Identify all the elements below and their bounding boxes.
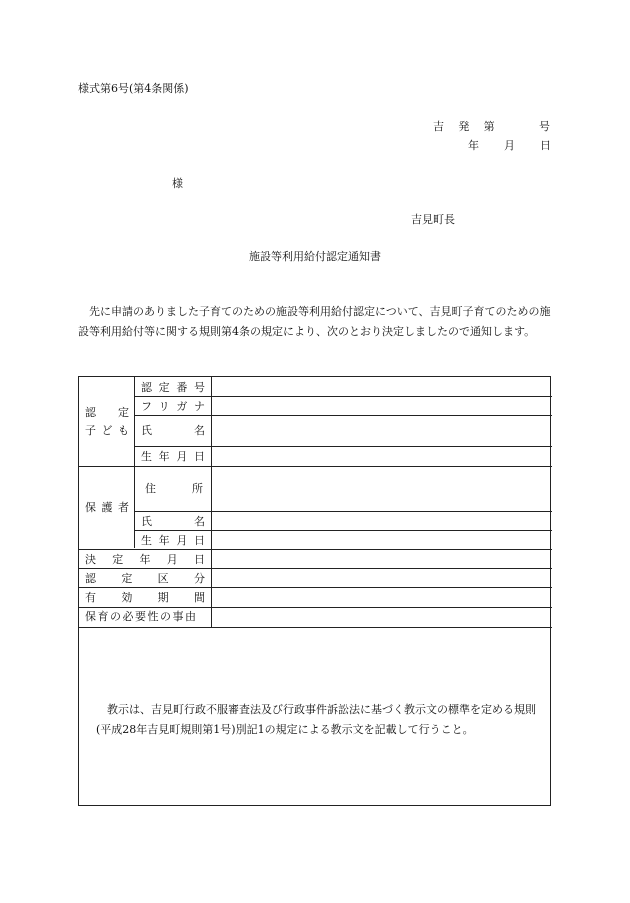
date-year-label: 年 (468, 139, 479, 152)
guardian-group-label: 保 護 者 (85, 501, 129, 514)
group-char: ど (101, 424, 113, 437)
guardian-birthdate-label: 生 年 月 日 (141, 534, 205, 547)
issue-no-char: 発 (458, 120, 470, 133)
child-group-label (85, 403, 129, 443)
child-birthdate-label: 生 年 月 日 (141, 450, 205, 463)
furigana-label: フ リ ガ ナ (141, 400, 205, 413)
document-title: 施設等利用給付認定通知書 (249, 250, 381, 263)
cert-category-label: 認 定 区 分 (85, 572, 205, 585)
group-char: 定 (118, 406, 129, 419)
issue-date-line (468, 137, 551, 153)
form-number: 様式第6号(第4条関係) (78, 82, 189, 95)
date-day-label: 日 (540, 139, 551, 152)
issue-no-char: 号 (538, 120, 550, 133)
issue-no-char: 第 (483, 120, 495, 133)
issuer-name: 吉見町長 (411, 213, 455, 226)
body-text: 先に申請のありました子育てのための施設等利用給付認定について、吉見町子育てのための施設等利用給付等に関する規則第4条の規定により、次のとおり決定しましたので通知します。 (78, 305, 551, 338)
certification-table (78, 376, 551, 806)
group-char: 認 (85, 406, 96, 419)
guardian-name-label: 氏 名 (141, 515, 205, 528)
notice-text: 教示は、吉見町行政不服審査法及び行政事件訴訟法に基づく教示文の標準を定める規則(平成28年吉見町規則第1号)別記1の規定による教示文を記載して行うこと。 (96, 703, 536, 736)
issue-number-line (433, 118, 551, 134)
recipient-suffix: 様 (172, 177, 183, 190)
date-month-label: 月 (504, 139, 515, 152)
group-char: も (118, 424, 129, 437)
child-name-label: 氏 名 (141, 424, 205, 437)
valid-period-label: 有 効 期 間 (85, 591, 205, 604)
decision-date-label: 決 定 年 月 日 (85, 553, 205, 566)
group-char: 子 (85, 424, 96, 437)
cert-number-label: 認 定 番 号 (141, 381, 205, 394)
guardian-address-label: 住 所 (145, 482, 203, 495)
childcare-reason-label: 保育の必要性の事由 (85, 610, 198, 623)
issue-no-char: 吉 (433, 120, 444, 133)
